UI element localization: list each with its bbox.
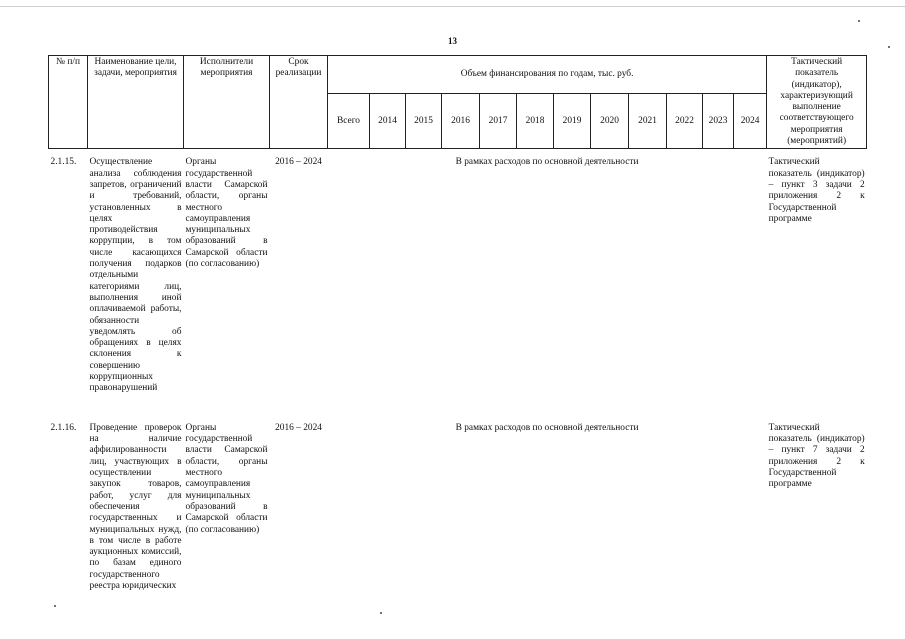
page-number: 13 [448,36,457,46]
scan-speck [858,20,860,22]
header-funding-group: Объем финансирования по годам, тыс. руб. [328,56,767,94]
program-table [48,55,867,615]
scan-speck [380,612,382,614]
header-row-1 [49,56,867,94]
row-term: 2016 – 2024 [275,422,322,433]
header-year-2022: 2022 [667,94,703,149]
row-name: Осуществление анализа соблюдения запретов, ограничений и требований, установленных в целях противодействия коррупции, в том числе касающихся получения подарков отдельными категориями лиц, выполнения иной оплачиваемой работы, обязанности уведомлять об обращениях в целях склонения к совершению коррупционных правонарушений [89,157,182,394]
row-funding: В рамках расходов по основной деятельности [455,422,639,433]
header-year-2014: 2014 [370,94,406,149]
row-indicator: Тактический показатель (индикатор) – пункт 3 задачи 2 приложения 2 к Государственной программе [768,157,865,224]
table-row [49,415,867,615]
table-row [49,149,867,415]
row-executors: Органы государственной власти Самарской области, органы местного самоуправления муниципальных образований в Самарской области (по согласованию) [185,157,268,270]
header-indicator: Тактический показатель (индикатор), характеризующий выполнение соответствующего мероприятия (мероприятий) [767,56,867,149]
header-year-2016: 2016 [442,94,480,149]
header-executors: Исполнители мероприятия [184,56,270,149]
header-year-2015: 2015 [406,94,442,149]
header-year-2021: 2021 [629,94,667,149]
row-executors: Органы государственной власти Самарской области, органы местного самоуправления муниципальных образований в Самарской области (по согласованию) [185,422,268,535]
row-indicator: Тактический показатель (индикатор) – пункт 7 задачи 2 приложения 2 к Государственной программе [768,422,865,490]
row-term: 2016 – 2024 [275,157,322,168]
header-year-2017: 2017 [480,94,517,149]
row-num: 2.1.15. [50,157,77,168]
header-name: Наименование цели, задачи, мероприятия [88,56,184,149]
header-term: Срок реализации [270,56,328,149]
top-rule [0,6,905,7]
header-num: № п/п [49,56,88,149]
header-funding-total: Всего [328,94,370,149]
header-year-2023: 2023 [703,94,734,149]
header-year-2024: 2024 [734,94,767,149]
row-num: 2.1.16. [50,422,77,433]
scan-speck [54,605,56,607]
header-year-2020: 2020 [591,94,629,149]
row-name: Проведение проверок на наличие аффилированности лиц, участвующих в осуществлении закупок товаров, работ, услуг для обеспечения государственных и муниципальных нужд, в том числе в работе аукционных комиссий, по базам единого государственного реестра юридических [89,422,182,592]
header-year-2018: 2018 [517,94,554,149]
header-year-2019: 2019 [554,94,591,149]
row-funding: В рамках расходов по основной деятельности [455,157,639,168]
scan-speck [888,46,890,48]
